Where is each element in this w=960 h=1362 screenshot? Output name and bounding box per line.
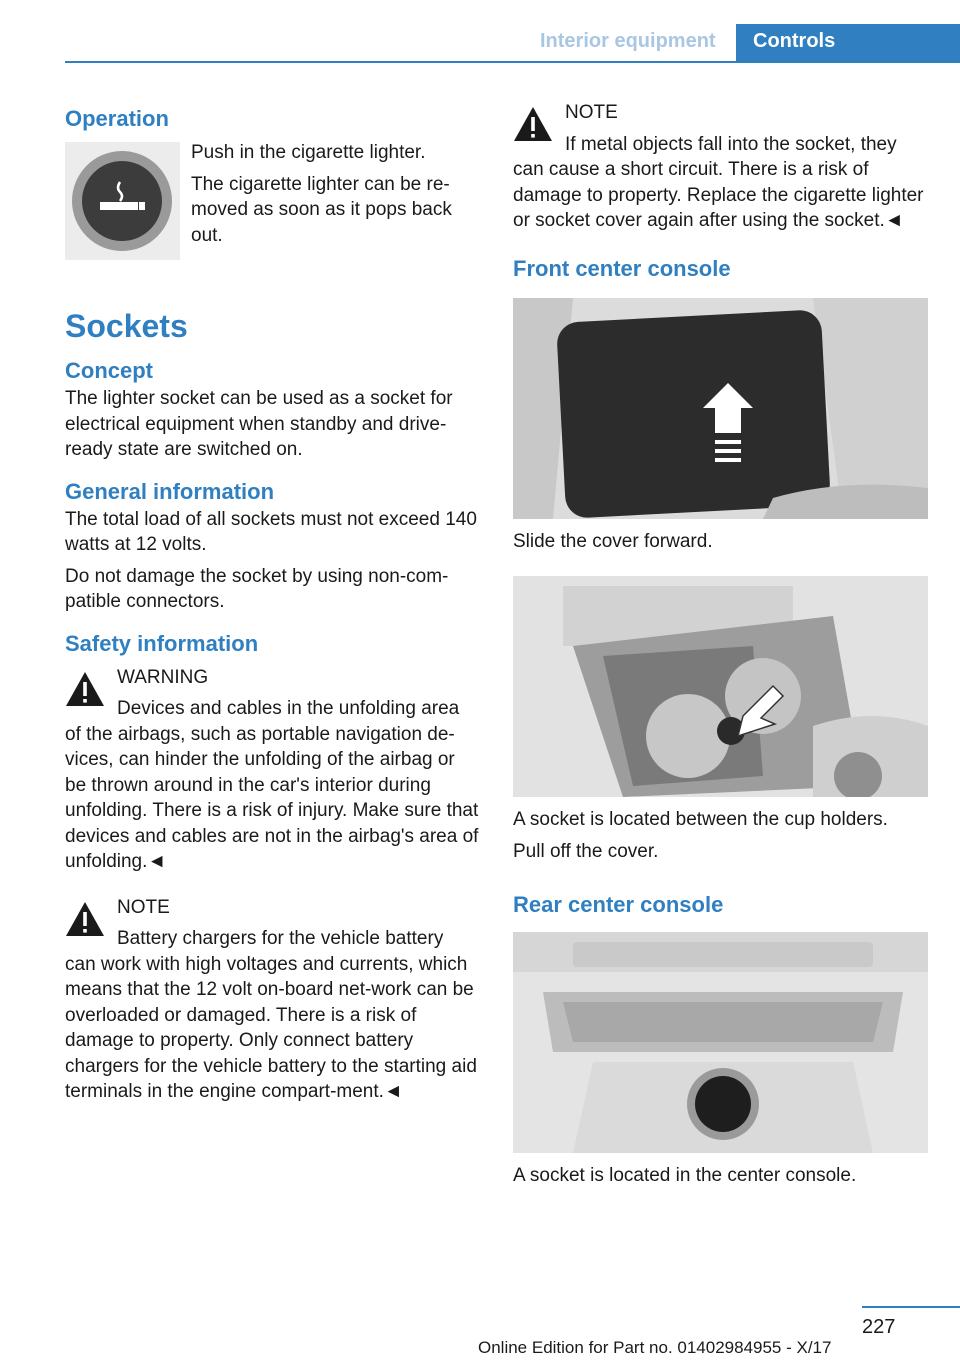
- general-info-p1: The total load of all sockets must not exceed 140 watts at 12 volts.: [65, 508, 477, 555]
- note-body-left: Battery chargers for the vehicle battery can work with high voltages and currents, which means that the 12 volt on-board net‐work can be overloaded or damaged. There is a risk of damage to property. Only connect battery chargers for the vehicle battery to the starting aid terminals in the engine compart‐ment.◄: [65, 928, 477, 1102]
- left-column: [65, 100, 479, 1105]
- header-section-title: Interior equipment: [540, 30, 716, 52]
- warning-triangle-icon: [65, 901, 105, 937]
- warning-block: [65, 665, 479, 875]
- front-caption-3: Pull off the cover.: [513, 840, 659, 862]
- operation-step-2: The cigarette lighter can be re‐moved as soon as it pops back out.: [191, 173, 452, 246]
- right-column: [513, 100, 927, 1189]
- front-console-cover-photo: [513, 298, 928, 519]
- header-chapter-label: Controls: [753, 30, 836, 52]
- note-label-left: NOTE: [117, 896, 170, 918]
- note-block-right: [513, 100, 927, 234]
- general-info-p2: Do not damage the socket by using non-com‐patible connectors.: [65, 565, 449, 612]
- rear-console-photo: [513, 932, 928, 1153]
- concept-heading: Concept: [65, 358, 153, 383]
- operation-heading: Operation: [65, 106, 169, 131]
- header-chapter-tab: [736, 24, 960, 62]
- warning-triangle-icon: [65, 671, 105, 707]
- rear-console-heading: Rear center console: [513, 892, 724, 917]
- page-number: 227: [862, 1316, 896, 1338]
- front-caption-1: Slide the cover forward.: [513, 530, 713, 552]
- footer-edition: Online Edition for Part no. 01402984955 - X/17: [478, 1338, 832, 1357]
- note-body-right: If metal objects fall into the socket, they can cause a short circuit. There is a risk of damage to property. Replace the cigarette lighter or socket cover again after using the socket.◄: [513, 133, 924, 231]
- front-console-cupholder-photo: [513, 576, 928, 797]
- note-label-right: NOTE: [565, 102, 618, 123]
- warning-triangle-icon: [513, 106, 553, 142]
- header-rule: [65, 61, 960, 63]
- footer-rule: [862, 1306, 960, 1308]
- rear-caption: A socket is located in the center console.: [513, 1165, 857, 1186]
- note-block-left: [65, 895, 479, 1105]
- front-caption-2: A socket is located between the cup holders.: [513, 809, 888, 830]
- concept-body: The lighter socket can be used as a socket for electrical equipment when standby and drive-ready state are switched on.: [65, 388, 453, 460]
- operation-section: [65, 100, 479, 280]
- warning-body: Devices and cables in the unfolding area of the airbags, such as portable navigation de‐vices, can hinder the unfolding of the airbag or be thrown around in the car's interior during unfolding. There is a risk of injury. Make sure that devices and cables are not in the airbag's area of unfolding.◄: [65, 698, 479, 872]
- general-info-heading: General information: [65, 478, 275, 504]
- sockets-title: Sockets: [65, 308, 188, 344]
- operation-text: [191, 140, 481, 248]
- operation-step-1: Push in the cigarette lighter.: [191, 142, 426, 163]
- front-console-heading: Front center console: [513, 255, 731, 281]
- warning-label: WARNING: [117, 666, 209, 688]
- cigarette-lighter-icon: [65, 142, 180, 260]
- safety-heading: Safety information: [65, 630, 259, 656]
